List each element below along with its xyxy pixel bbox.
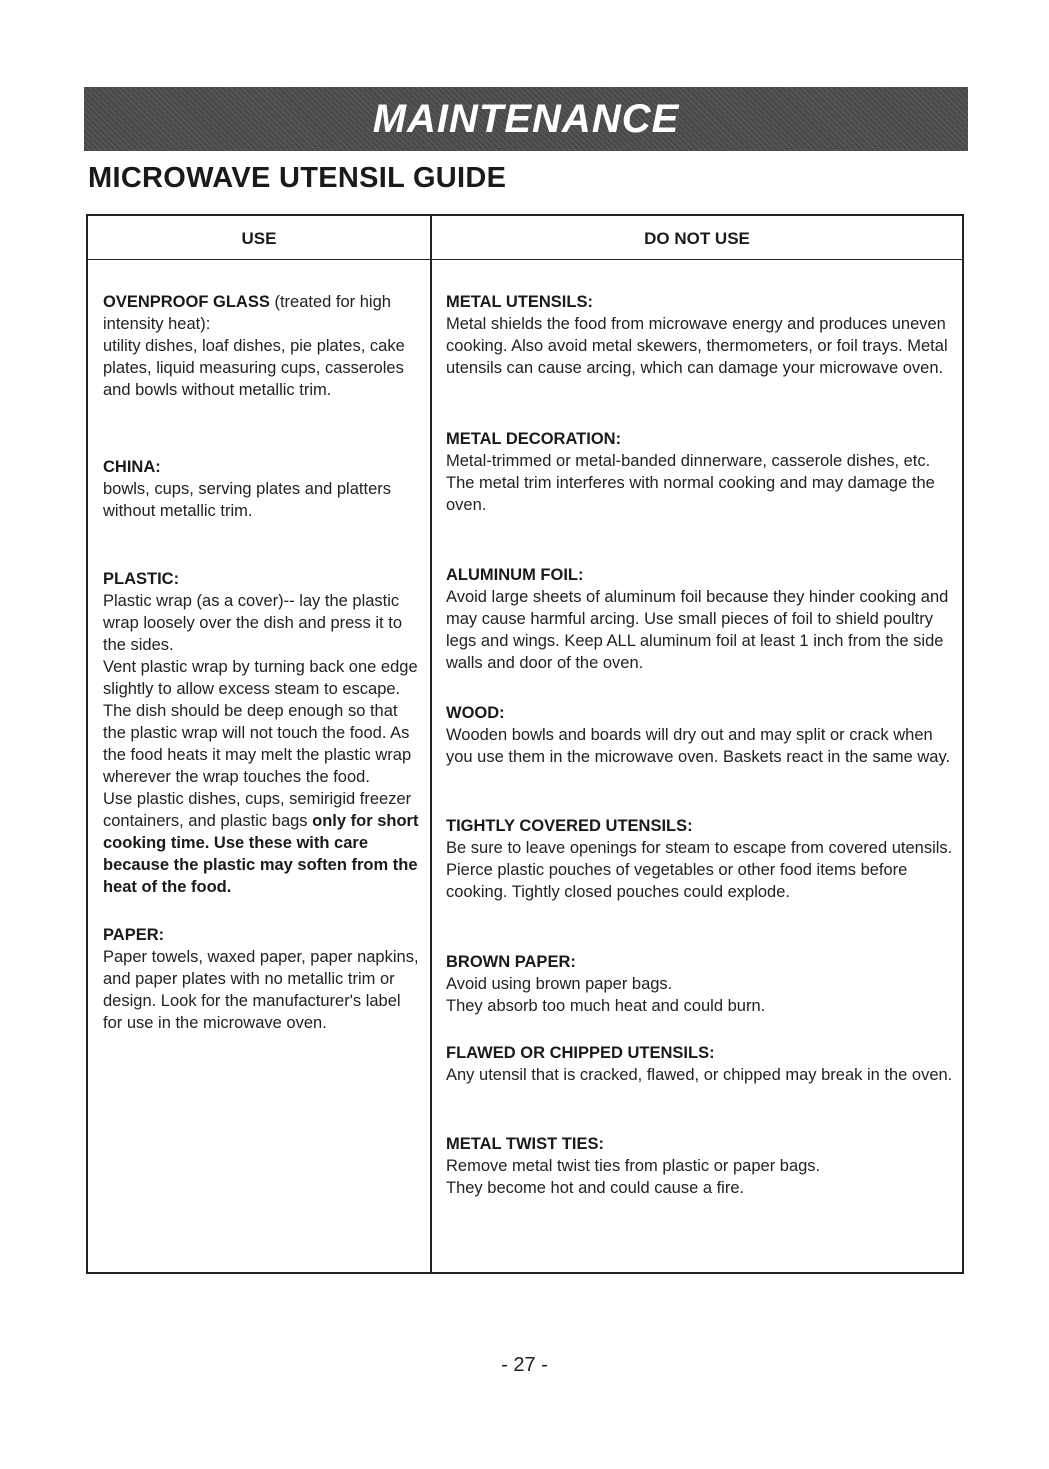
donotuse-entry-metal-twist-ties: [446, 1133, 956, 1199]
entry-body: [103, 788, 421, 898]
entry-heading: PLASTIC:: [103, 570, 180, 588]
entry-body: Avoid using brown paper bags.: [446, 975, 673, 993]
entry-heading: METAL DECORATION:: [446, 430, 622, 448]
entry-heading: TIGHTLY COVERED UTENSILS:: [446, 817, 693, 835]
use-entry-paper: [103, 924, 421, 1034]
entry-heading: FLAWED OR CHIPPED UTENSILS:: [446, 1044, 715, 1062]
entry-body: Metal shields the food from microwave energy and produces uneven cooking. Also avoid metal skewers, thermometers, or foil trays. Metal utensils can cause arcing, which can damage your microwave oven.: [446, 315, 948, 377]
donotuse-entry-flawed-chipped: [446, 1042, 956, 1086]
entry-heading: METAL TWIST TIES:: [446, 1135, 604, 1153]
entry-body: bowls, cups, serving plates and platters without metallic trim.: [103, 480, 391, 520]
use-entry-china: [103, 456, 421, 522]
entry-body: Vent plastic wrap by turning back one edge slightly to allow excess steam to escape. The dish should be deep enough so that the plastic wrap will not touch the food. As the food heats it may melt the plastic wrap wherever the wrap touches the food.: [103, 658, 418, 786]
utensil-guide-table: [86, 214, 964, 1274]
donotuse-entry-brown-paper: [446, 951, 956, 1017]
entry-heading: OVENPROOF GLASS: [103, 293, 270, 311]
entry-body: They absorb too much heat and could burn.: [446, 997, 766, 1015]
donotuse-entry-metal-utensils: [446, 291, 956, 379]
banner-title: MAINTENANCE: [372, 96, 680, 141]
header-do-not-use: DO NOT USE: [644, 229, 750, 248]
entry-body: Remove metal twist ties from plastic or paper bags.: [446, 1157, 821, 1175]
entry-body: Metal-trimmed or metal-banded dinnerware, casserole dishes, etc. The metal trim interferes with normal cooking and may damage the oven.: [446, 452, 935, 514]
column-divider: [430, 216, 432, 1272]
entry-body: Paper towels, waxed paper, paper napkins, and paper plates with no metallic trim or design. Look for the manufacturer's label for use in the microwave oven.: [103, 948, 419, 1032]
entry-intro: (treated for high intensity heat):: [103, 293, 391, 333]
donotuse-entry-metal-decoration: [446, 428, 956, 516]
entry-heading: BROWN PAPER:: [446, 953, 576, 971]
entry-heading: WOOD:: [446, 704, 505, 722]
entry-body-normal: Use plastic dishes, cups, semirigid freezer containers, and plastic bags: [103, 790, 412, 830]
entry-text: [103, 291, 421, 335]
header-use: USE: [241, 229, 277, 248]
entry-body: utility dishes, loaf dishes, pie plates, cake plates, liquid measuring cups, casseroles and bowls without metallic trim.: [103, 337, 405, 399]
entry-body-emphasis: only for short cooking time. Use these with care because the plastic may soften from the heat of the food.: [103, 812, 419, 896]
entry-body: Wooden bowls and boards will dry out and may split or crack when you use them in the microwave oven. Baskets react in the same way.: [446, 726, 951, 766]
entry-body: Any utensil that is cracked, flawed, or chipped may break in the oven.: [446, 1066, 953, 1084]
donotuse-entry-aluminum-foil: [446, 564, 956, 674]
entry-heading: PAPER:: [103, 926, 165, 944]
use-entry-plastic: [103, 568, 421, 898]
entry-heading: CHINA:: [103, 458, 161, 476]
page-number: - 27 -: [501, 1354, 548, 1376]
entry-body: Avoid large sheets of aluminum foil because they hinder cooking and may cause harmful arcing. Use small pieces of foil to shield poultry legs and wings. Keep ALL aluminum foil at least 1 inch from the side walls and door of the oven.: [446, 588, 949, 672]
section-title: MICROWAVE UTENSIL GUIDE: [88, 162, 507, 194]
entry-body: Plastic wrap (as a cover)-- lay the plastic wrap loosely over the dish and press it to the sides.: [103, 592, 402, 654]
entry-body: They become hot and could cause a fire.: [446, 1179, 745, 1197]
maintenance-banner: [84, 87, 968, 151]
donotuse-entry-tightly-covered: [446, 815, 956, 903]
entry-heading: ALUMINUM FOIL:: [446, 566, 584, 584]
entry-heading: METAL UTENSILS:: [446, 293, 593, 311]
donotuse-entry-wood: [446, 702, 956, 768]
use-entry-ovenproof-glass: [103, 291, 421, 401]
table-header-row: [88, 216, 962, 260]
entry-body: Be sure to leave openings for steam to escape from covered utensils. Pierce plastic pouches of vegetables or other food items before cooking. Tightly closed pouches could explode.: [446, 839, 953, 901]
